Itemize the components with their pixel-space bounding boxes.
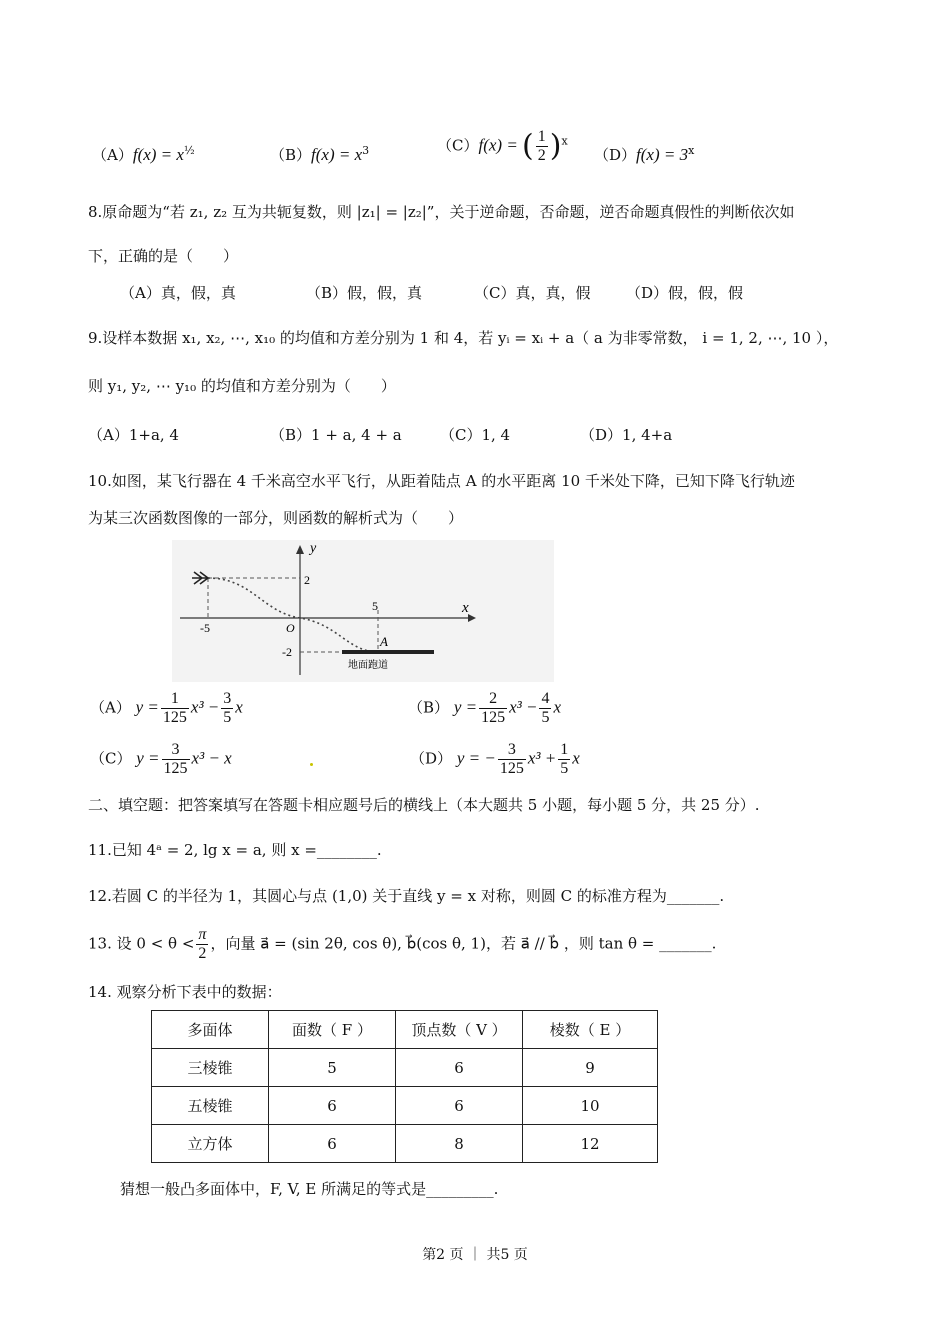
table-cell: 6 xyxy=(269,1125,396,1163)
tick-5-label: 5 xyxy=(372,599,378,613)
table-row xyxy=(152,1049,658,1087)
q10-figure xyxy=(172,540,554,682)
table-cell: 6 xyxy=(396,1049,523,1087)
q10-option-d: （D） y = − $\frac{3}{125}$ x³ + $\frac{1}{5}$ x xyxy=(410,741,580,777)
q14-intro: 14. 观察分析下表中的数据： xyxy=(88,983,282,1001)
table-header-cell: 棱数（ E ） xyxy=(523,1011,658,1049)
q10-option-b: （B） y = $\frac{2}{125}$ x³ − $\frac{4}{5}$ x xyxy=(408,690,562,726)
q9-stem-line1: 9.设样本数据 x₁, x₂, ⋯, x₁₀ 的均值和方差分别为 1 和 4，若 yᵢ = xᵢ + a（ a 为非零常数， i = 1, 2, ⋯, 10 ）， xyxy=(88,329,839,347)
table-cell: 6 xyxy=(269,1087,396,1125)
q8-option-b: （B）假，假，真 xyxy=(306,284,423,302)
scan-speck xyxy=(310,763,313,766)
q7-option-b: $(B)f(x) = x^3$ xyxy=(270,144,370,164)
x-axis-label: x xyxy=(462,600,469,616)
q10-stem-line1: 10.如图，某飞行器在 4 千米高空水平飞行，从距着陆点 A 的水平距离 10 千米处下降，已知下降飞行轨迹 xyxy=(88,472,795,490)
page-footer: 第2 页 ｜ 共5 页 xyxy=(422,1247,528,1263)
q8-option-a: （A）真，假，真 xyxy=(120,284,236,302)
q10-stem-line2: 为某三次函数图像的一部分，则函数的解析式为（ ） xyxy=(88,509,464,527)
table-cell: 10 xyxy=(523,1087,658,1125)
table-cell: 8 xyxy=(396,1125,523,1163)
q9-option-b: （B）1 + a, 4 + a xyxy=(270,426,402,444)
tick-neg2-label: -2 xyxy=(282,645,292,659)
table-cell: 五棱锥 xyxy=(152,1087,269,1125)
q9-option-c: （C）1, 4 xyxy=(440,426,511,444)
runway-label: 地面跑道 xyxy=(348,660,388,671)
tick-2-label: 2 xyxy=(304,573,310,587)
table-header-cell: 面数（ F ） xyxy=(269,1011,396,1049)
table-cell: 6 xyxy=(396,1087,523,1125)
table-cell: 12 xyxy=(523,1125,658,1163)
y-axis-label: y xyxy=(310,541,317,556)
q7-option-a: $(A)f(x) = x^{\frac{1}{2}}$ xyxy=(92,144,195,164)
q11-stem: 11.已知 4ᵃ = 2, lg x = a, 则 x =________. xyxy=(88,841,382,859)
q10-option-c: （C） y = $\frac{3}{125}$ x³ − x xyxy=(90,741,232,777)
tick-neg5-label: -5 xyxy=(200,621,210,635)
q14-conclusion: 猜想一般凸多面体中，F, V, E 所满足的等式是_________. xyxy=(120,1180,499,1198)
section2-heading: 二、填空题：把答案填写在答题卡相应题号后的横线上（本大题共 5 小题，每小题 5 分，共 25 分）. xyxy=(88,796,760,814)
table-header-cell: 多面体 xyxy=(152,1011,269,1049)
table-row xyxy=(152,1087,658,1125)
q9-stem-line2: 则 y₁, y₂, ⋯ y₁₀ 的均值和方差分别为（ ） xyxy=(88,377,396,395)
runway-bar xyxy=(342,650,434,654)
q8-option-c: （C）真，真，假 xyxy=(474,284,591,302)
q7-option-d: $(D)f(x) = 3^x$ xyxy=(594,144,695,164)
origin-label: O xyxy=(286,621,295,635)
table-cell: 9 xyxy=(523,1049,658,1087)
q7-option-c: （C）f(x) = ( $\frac{1}{2}$ )$^x$ xyxy=(437,128,568,164)
polyhedron-table xyxy=(151,1010,658,1163)
q10-option-a: （A） y = $\frac{1}{125}$ x³ − $\frac{3}{5}$ x xyxy=(90,690,243,726)
q9-option-a: （A）1+a, 4 xyxy=(88,426,179,444)
point-a-label: A xyxy=(380,634,388,649)
table-cell: 5 xyxy=(269,1049,396,1087)
q12-stem: 12.若圆 C 的半径为 1，其圆心与点 (1,0) 关于直线 y = x 对称，则圆 C 的标准方程为_______. xyxy=(88,887,725,905)
table-row xyxy=(152,1125,658,1163)
q8-stem-line2: 下，正确的是（ ） xyxy=(88,247,239,265)
table-cell: 立方体 xyxy=(152,1125,269,1163)
table-cell: 三棱锥 xyxy=(152,1049,269,1087)
q9-option-d: （D）1, 4+a xyxy=(580,426,673,444)
table-header-cell: 顶点数（ V ） xyxy=(396,1011,523,1049)
q8-option-d: （D）假，假，假 xyxy=(626,284,744,302)
q13-stem: 13. 设 0 < θ < $\frac{\pi}{2}$ ，向量 a⃗ = (sin 2θ, cos θ), b⃗(cos θ, 1)，若 a⃗ // b⃗ ，则 tan θ = _______. xyxy=(88,926,717,962)
table-header-row xyxy=(152,1011,658,1049)
q8-stem-line1: 8.原命题为“若 z₁, z₂ 互为共轭复数，则 |z₁| = |z₂|”，关于逆命题，否命题，逆否命题真假性的判断依次如 xyxy=(88,203,795,221)
